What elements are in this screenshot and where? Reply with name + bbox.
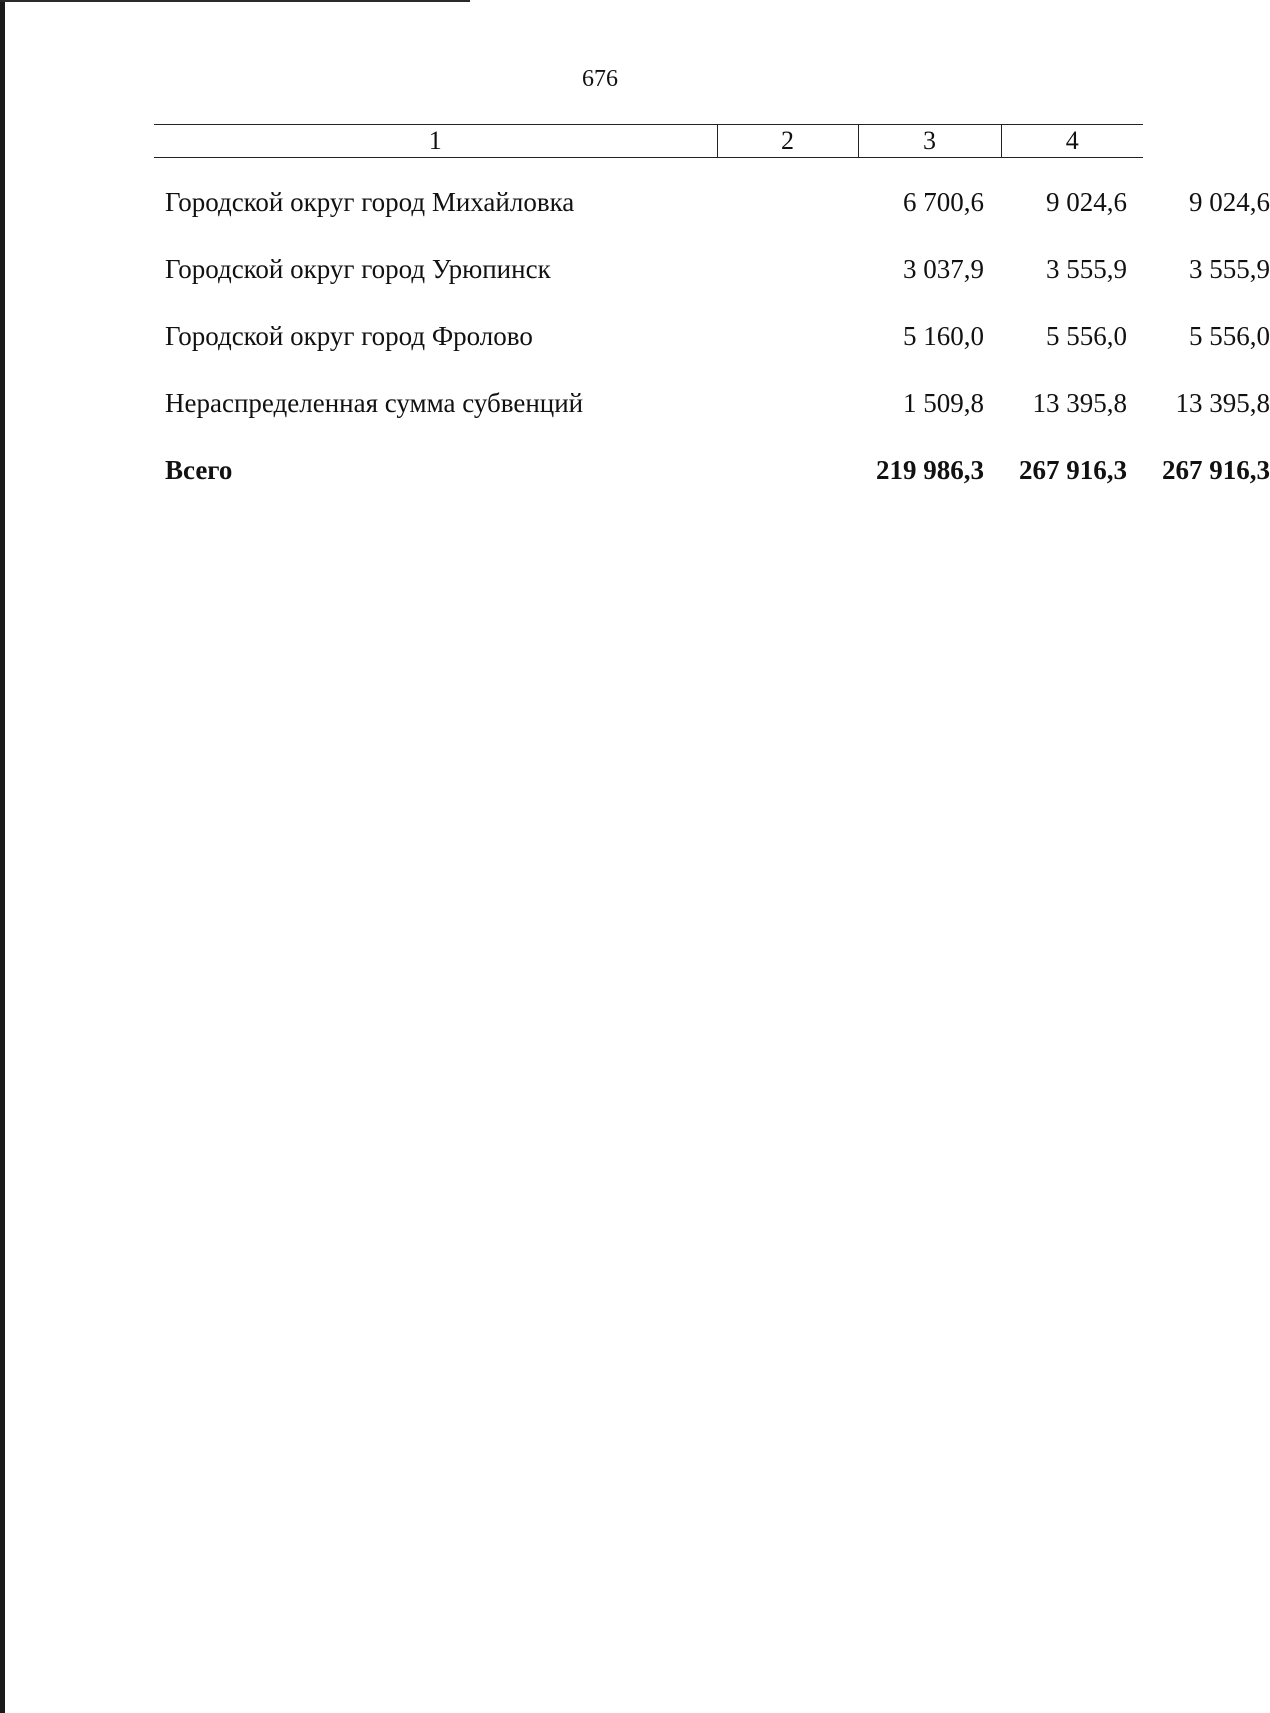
row-value-col-3: 9 024,6 — [1046, 187, 1127, 217]
total-value-col-3: 267 916,3 — [1019, 455, 1127, 485]
row-value-col-3: 5 556,0 — [1046, 321, 1127, 351]
row-value-col-2: 1 509,8 — [903, 388, 984, 418]
row-value-col-4: 3 555,9 — [1189, 254, 1270, 284]
page-number: 676 — [582, 66, 618, 92]
row-value-col-2: 3 037,9 — [903, 254, 984, 284]
table-total-row — [154, 455, 1270, 522]
row-name: Нераспределенная сумма субвенций — [165, 388, 584, 418]
row-value-col-2: 6 700,6 — [903, 187, 984, 217]
row-value-col-4: 13 395,8 — [1175, 388, 1270, 418]
table-body — [154, 187, 1270, 522]
scan-edge-left — [0, 0, 5, 1713]
total-label: Всего — [165, 455, 233, 485]
row-name: Городской округ город Михайловка — [165, 187, 575, 217]
row-name: Городской округ город Фролово — [165, 321, 533, 351]
row-value-col-4: 5 556,0 — [1189, 321, 1270, 351]
table-header — [154, 124, 1143, 158]
row-value-col-3: 3 555,9 — [1046, 254, 1127, 284]
row-name: Городской округ город Урюпинск — [165, 254, 551, 284]
row-value-col-2: 5 160,0 — [903, 321, 984, 351]
table-row — [154, 388, 1270, 455]
header-col-1: 1 — [154, 125, 717, 158]
table-row — [154, 254, 1270, 321]
total-value-col-2: 219 986,3 — [876, 455, 984, 485]
table-row — [154, 321, 1270, 388]
row-value-col-4: 9 024,6 — [1189, 187, 1270, 217]
header-col-4: 4 — [1001, 125, 1143, 158]
header-col-2: 2 — [717, 125, 858, 158]
table-row — [154, 187, 1270, 254]
header-col-3: 3 — [858, 125, 1001, 158]
row-value-col-3: 13 395,8 — [1032, 388, 1127, 418]
total-value-col-4: 267 916,3 — [1162, 455, 1270, 485]
scan-edge-top — [0, 0, 470, 2]
